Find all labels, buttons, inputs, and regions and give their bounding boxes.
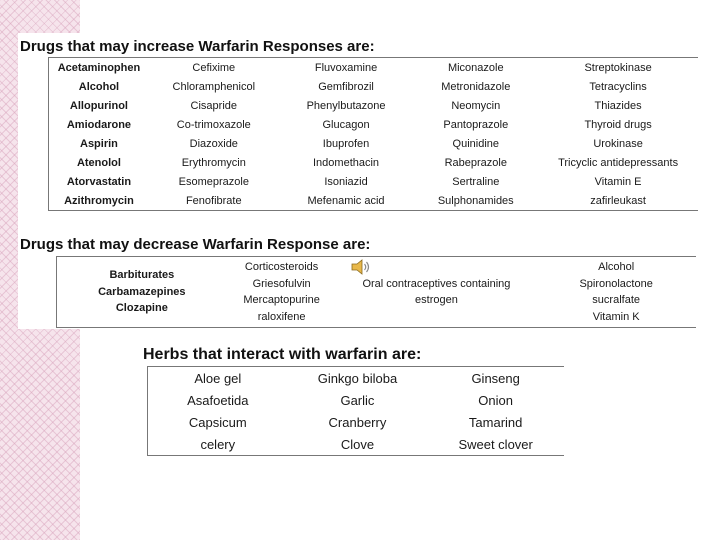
table-cell: Sertraline (452, 175, 500, 188)
table-cell: Atenolol (76, 156, 121, 169)
table-cell: Allopurinol (69, 99, 128, 112)
table-cell: Ginkgo biloba (317, 370, 398, 386)
table-cell: Esomeprazole (178, 175, 249, 188)
table-cell (57, 257, 227, 328)
list-item: Corticosteroids (244, 261, 319, 273)
table-row (148, 367, 565, 390)
table-cell: Cranberry (328, 414, 387, 430)
list-item: estrogen (415, 294, 458, 306)
list-item: sucralfate (592, 294, 640, 306)
table-cell: Capsicum (188, 414, 247, 430)
table-cell: Vitamin E (594, 175, 642, 188)
table-cell: Fenofibrate (185, 194, 242, 207)
table-cell: Thyroid drugs (584, 118, 652, 131)
table-cell: Cefixime (192, 61, 236, 74)
table-cell (227, 257, 337, 328)
table-cell: zafirleukast (590, 194, 646, 207)
table-row (148, 433, 565, 456)
list-item: Griesofulvin (252, 277, 311, 290)
table-cell: Diazoxide (189, 137, 238, 150)
table-cell: Tricyclic antidepressants (558, 156, 679, 169)
herbs-heading: Herbs that interact with warfarin are: (143, 346, 422, 363)
list-item: Clozapine (115, 302, 168, 315)
table-cell: Tetracyclins (589, 80, 647, 93)
table-cell: Ginseng (471, 370, 520, 386)
list-item: Vitamin K (592, 310, 640, 323)
table-cell: Azithromycin (64, 194, 134, 207)
table-cell: Ibuprofen (322, 137, 370, 150)
table-row (57, 257, 697, 328)
table-row (49, 96, 699, 115)
table-cell: Clove (340, 436, 375, 452)
table-row (49, 191, 699, 211)
table-cell: Metronidazole (441, 80, 511, 93)
table-cell: Garlic (340, 392, 375, 408)
table-cell: Neomycin (451, 99, 501, 112)
list-item: raloxifene (257, 310, 306, 323)
list-item: Spironolactone (579, 277, 653, 290)
table-cell (536, 257, 696, 328)
table-cell: Erythromycin (181, 156, 246, 169)
table-cell: Cisapride (190, 99, 238, 112)
table-cell: Gemfibrozil (318, 80, 374, 93)
table-row (49, 134, 699, 153)
decrease-heading: Drugs that may decrease Warfarin Response are: (20, 236, 371, 253)
table-cell: Glucagon (322, 118, 370, 131)
table-cell: Urokinase (593, 137, 643, 150)
table-cell: Sulphonamides (437, 194, 514, 207)
table-cell: Chloramphenicol (172, 80, 256, 93)
table-cell: Rabeprazole (444, 156, 507, 169)
table-cell: Acetaminophen (57, 61, 141, 74)
table-cell: Co-trimoxazole (176, 118, 251, 131)
herbs-table (147, 366, 564, 456)
table-cell: Tamarind (468, 414, 523, 430)
table-cell: Thiazides (594, 99, 642, 112)
decrease-table (56, 256, 696, 328)
table-row (49, 115, 699, 134)
table-row (148, 411, 565, 433)
table-row (148, 389, 565, 411)
list-item: Mercaptopurine (243, 294, 320, 306)
table-cell: Isoniazid (324, 175, 368, 188)
table-cell: Pantoprazole (443, 118, 509, 131)
table-cell: Alcohol (78, 80, 120, 93)
list-item: Barbiturates (109, 269, 175, 282)
table-cell: Streptokinase (584, 61, 652, 74)
list-item: Carbamazepines (98, 285, 186, 298)
table-cell: Phenylbutazone (306, 99, 386, 112)
table-cell: Amiodarone (66, 118, 132, 131)
table-cell: Onion (478, 392, 513, 408)
list-item: Alcohol (598, 261, 635, 273)
table-cell: Sweet clover (458, 436, 533, 452)
table-row (49, 153, 699, 172)
table-cell: Atorvastatin (66, 175, 132, 188)
table-cell: Miconazole (447, 61, 504, 74)
list-item: Oral contraceptives containing (362, 277, 511, 290)
speaker-icon[interactable] (350, 258, 372, 276)
table-cell: Mefenamic acid (307, 194, 385, 207)
increase-table (48, 57, 698, 211)
table-cell: Indomethacin (313, 156, 380, 169)
table-row (49, 77, 699, 96)
table-cell: celery (200, 436, 236, 452)
table-cell: Aspirin (80, 137, 118, 150)
table-cell: Fluvoxamine (314, 61, 378, 74)
increase-heading: Drugs that may increase Warfarin Responses are: (20, 38, 375, 55)
table-cell: Asafoetida (187, 392, 249, 408)
table-row (49, 58, 699, 78)
table-row (49, 172, 699, 191)
table-cell: Quinidine (452, 137, 500, 150)
table-cell: Aloe gel (194, 370, 242, 386)
